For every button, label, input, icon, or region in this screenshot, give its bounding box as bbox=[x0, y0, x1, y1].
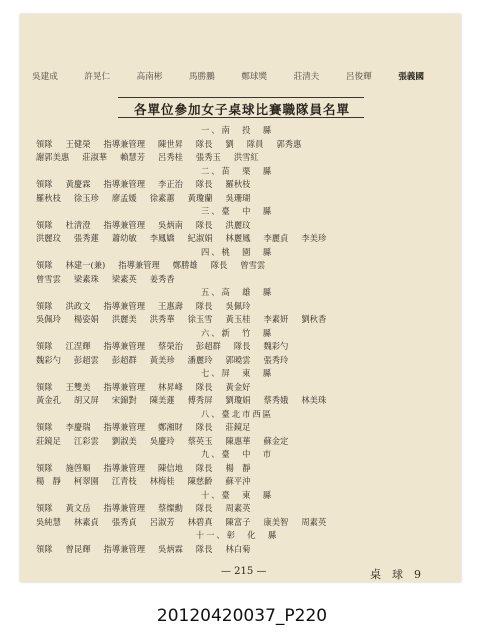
roster-cell: 林素貞 bbox=[73, 516, 99, 527]
roster-cell: 隊長 bbox=[195, 503, 213, 513]
roster-cell: 領隊 bbox=[36, 422, 53, 432]
roster-cell: 林麗鳳 bbox=[225, 233, 251, 243]
roster-cell: 江青枝 bbox=[111, 476, 137, 486]
section-title: 七、屏 東 縣 bbox=[200, 368, 274, 378]
roster-cell: 廖孟媛 bbox=[111, 192, 137, 203]
roster-cell: 指導兼管理 bbox=[118, 260, 160, 270]
previous-name: 鄭球獎 bbox=[241, 72, 268, 82]
roster-cell: 黃文岳 bbox=[65, 503, 91, 513]
roster-cell: 劉 bbox=[225, 138, 234, 149]
roster-cell: 莊鏡足 bbox=[36, 435, 61, 446]
roster-cell: 領隊 bbox=[36, 462, 53, 473]
roster-cell: 黃慶霖 bbox=[65, 179, 91, 189]
roster-row bbox=[36, 381, 432, 395]
roster-cell: 領隊 bbox=[36, 543, 53, 554]
roster-cell: 領隊 bbox=[36, 138, 53, 149]
roster-cell: 李正治 bbox=[158, 179, 183, 189]
roster-cell: 吳炳霖 bbox=[158, 543, 183, 554]
roster-cell: 呂秀桂 bbox=[158, 152, 183, 162]
roster-cell: 林建一(兼) bbox=[65, 260, 106, 270]
roster-cell: 指導兼管理 bbox=[103, 462, 146, 473]
previous-name: 莊清夫 bbox=[293, 72, 320, 82]
roster-cell: 領隊 bbox=[36, 300, 53, 311]
roster-cell: 魏彩勺 bbox=[36, 354, 61, 365]
roster-row bbox=[36, 273, 432, 287]
roster-cell: 隊員 bbox=[246, 138, 264, 149]
roster-cell: 鄭勝雄 bbox=[172, 260, 198, 270]
roster-cell: 梁素英 bbox=[111, 273, 137, 284]
roster-cell: 陳信地 bbox=[158, 462, 183, 473]
roster-cell: 曾昆輝 bbox=[65, 543, 91, 554]
roster-row bbox=[36, 340, 432, 354]
roster-cell: 吳珊瑚 bbox=[225, 192, 251, 203]
roster-cell: 林白菊 bbox=[225, 543, 251, 554]
roster-cell: 指導兼管理 bbox=[103, 381, 146, 392]
section-title: 九、臺 中 市 bbox=[200, 449, 274, 459]
roster-cell: 李慶瑞 bbox=[65, 422, 91, 432]
roster-cell: 張秀玉 bbox=[195, 152, 221, 162]
roster-cell: 黃玉桂 bbox=[225, 314, 251, 324]
roster-row bbox=[36, 151, 432, 165]
roster-content bbox=[36, 124, 432, 556]
roster-cell: 姜秀香 bbox=[149, 273, 175, 284]
roster-cell: 蔡秀娥 bbox=[263, 395, 289, 405]
roster-cell: 陳世昇 bbox=[158, 138, 183, 149]
roster-cell: 洪麗美 bbox=[111, 314, 137, 324]
roster-row bbox=[36, 259, 432, 273]
roster-cell: 領隊 bbox=[36, 503, 53, 513]
roster-row bbox=[36, 354, 432, 368]
roster-cell: 吳佩玲 bbox=[36, 314, 61, 324]
roster-cell: 郭秀惠 bbox=[276, 138, 302, 149]
section-title: 二、苗 栗 縣 bbox=[200, 165, 274, 176]
roster-cell: 李美珍 bbox=[301, 233, 327, 243]
roster-cell: 羅秋枝 bbox=[225, 179, 251, 189]
previous-name: 吳建成 bbox=[32, 72, 58, 82]
roster-cell: 吳慶玲 bbox=[149, 435, 175, 446]
roster-cell: 江涅輝 bbox=[65, 341, 91, 351]
roster-cell: 領隊 bbox=[36, 179, 53, 189]
roster-cell: 彭超群 bbox=[195, 341, 221, 351]
roster-cell: 蘇金定 bbox=[263, 435, 289, 446]
roster-cell: 王惠壽 bbox=[158, 300, 183, 311]
roster-cell: 隊長 bbox=[210, 260, 228, 270]
roster-cell: 潘麗玲 bbox=[187, 354, 213, 365]
roster-cell: 傅秀屏 bbox=[187, 395, 213, 405]
roster-cell: 柯翠園 bbox=[73, 476, 99, 486]
roster-cell: 王雙美 bbox=[65, 381, 91, 392]
roster-row bbox=[36, 232, 432, 246]
roster-cell: 李麗貞 bbox=[263, 233, 289, 243]
roster-cell: 胡又屏 bbox=[73, 395, 99, 405]
roster-cell: 莊淑華 bbox=[82, 152, 108, 162]
roster-cell: 杜清澄 bbox=[65, 219, 91, 230]
footer-section-label: 桌 球 9 bbox=[370, 568, 421, 581]
previous-name: 馬勝鵬 bbox=[188, 72, 215, 82]
roster-row bbox=[36, 300, 432, 314]
roster-row bbox=[36, 394, 432, 408]
image-caption: 20120420037_P220 bbox=[156, 606, 328, 626]
roster-row bbox=[36, 462, 432, 476]
roster-cell: 江彩雲 bbox=[73, 435, 99, 446]
roster-cell: 徐玉雪 bbox=[187, 314, 213, 324]
roster-row bbox=[36, 219, 432, 233]
roster-cell: 隊長 bbox=[195, 219, 213, 230]
roster-cell: 康美智 bbox=[263, 516, 289, 527]
roster-cell: 曾雪雲 bbox=[36, 273, 61, 284]
roster-cell: 隊長 bbox=[195, 300, 213, 311]
roster-cell: 宋錦對 bbox=[111, 395, 137, 405]
roster-cell: 吳炳南 bbox=[158, 219, 183, 230]
roster-cell: 指導兼管理 bbox=[103, 503, 146, 513]
roster-cell: 吳純慧 bbox=[36, 516, 61, 527]
document-title: 各單位參加女子桌球比賽職隊員名單 bbox=[133, 102, 350, 117]
roster-cell: 領隊 bbox=[36, 260, 53, 270]
roster-cell: 劉淑美 bbox=[111, 435, 137, 446]
previous-name: 張義國 bbox=[398, 72, 424, 82]
roster-cell: 隊長 bbox=[195, 543, 213, 554]
section-title: 五、高 雄 縣 bbox=[200, 287, 274, 297]
roster-cell: 蔡燦勳 bbox=[158, 503, 183, 513]
section-title: 一、南 投 縣 bbox=[200, 125, 274, 135]
roster-cell: 隊長 bbox=[233, 341, 251, 351]
roster-cell: 李鳳嬌 bbox=[149, 233, 175, 243]
roster-cell: 吳佩玲 bbox=[225, 300, 251, 311]
roster-cell: 蔡英玉 bbox=[187, 435, 213, 446]
roster-cell: 蔡榮治 bbox=[158, 341, 183, 351]
roster-cell: 劉秋香 bbox=[301, 314, 327, 324]
roster-cell: 鄭湘財 bbox=[158, 422, 183, 432]
roster-cell: 施啓順 bbox=[65, 462, 91, 473]
previous-name: 呂俊輝 bbox=[345, 72, 372, 82]
roster-cell: 黃瓊蘭 bbox=[187, 192, 213, 203]
previous-names-line bbox=[32, 70, 424, 82]
section-title: 四、桃 園 縣 bbox=[200, 246, 274, 257]
roster-row bbox=[36, 313, 432, 327]
roster-cell: 林梅桂 bbox=[149, 476, 175, 486]
roster-cell: 領隊 bbox=[36, 219, 53, 230]
roster-cell: 洪麗玟 bbox=[36, 233, 61, 243]
roster-cell: 隊長 bbox=[195, 381, 213, 392]
roster-cell: 領隊 bbox=[36, 341, 53, 351]
title-rule-bottom bbox=[118, 117, 364, 118]
roster-cell: 周素英 bbox=[301, 516, 327, 527]
roster-cell: 賴慧芳 bbox=[120, 152, 146, 162]
roster-row bbox=[36, 502, 432, 516]
roster-cell: 張秀蓮 bbox=[73, 233, 99, 243]
roster-cell: 羅秋枝 bbox=[36, 192, 61, 203]
roster-cell: 張秀玲 bbox=[263, 354, 289, 365]
roster-row bbox=[36, 475, 432, 489]
roster-cell: 楊姿娟 bbox=[73, 314, 99, 324]
roster-row bbox=[36, 516, 432, 530]
roster-cell: 曾雪雲 bbox=[240, 260, 266, 270]
roster-row bbox=[36, 138, 432, 152]
title-rule-top bbox=[118, 97, 364, 98]
roster-cell: 梁素珠 bbox=[73, 273, 99, 284]
roster-cell: 隊長 bbox=[195, 462, 213, 473]
section-title: 十一、彰 化 縣 bbox=[195, 530, 279, 540]
previous-name: 許晃仁 bbox=[84, 72, 111, 82]
roster-cell: 王健榮 bbox=[65, 138, 91, 149]
roster-cell: 楊 靜 bbox=[225, 462, 251, 473]
roster-cell: 洪雪紅 bbox=[233, 152, 259, 162]
section-title: 六、新 竹 縣 bbox=[200, 327, 274, 338]
roster-cell: 彭超群 bbox=[111, 354, 137, 365]
roster-row bbox=[36, 178, 432, 192]
roster-cell: 劉瓊娟 bbox=[225, 395, 251, 405]
roster-cell: 陳慈齡 bbox=[187, 476, 213, 486]
roster-cell: 紀淑娟 bbox=[187, 233, 213, 243]
roster-cell: 指導兼管理 bbox=[103, 341, 146, 351]
roster-cell: 楊 靜 bbox=[36, 476, 61, 486]
section-title: 十、臺 東 縣 bbox=[200, 489, 274, 500]
roster-cell: 隊長 bbox=[195, 422, 213, 432]
roster-cell: 周素英 bbox=[225, 503, 251, 513]
roster-cell: 林美珠 bbox=[301, 395, 327, 405]
roster-cell: 蘇平沖 bbox=[225, 476, 251, 486]
roster-cell: 莊鏡足 bbox=[225, 422, 251, 432]
roster-cell: 徐玉珍 bbox=[73, 192, 99, 203]
roster-cell: 呂淑芳 bbox=[149, 516, 175, 527]
roster-cell: 郭曉雲 bbox=[225, 354, 251, 365]
roster-cell: 指導兼管理 bbox=[103, 422, 146, 432]
page-number: — 215 — bbox=[221, 566, 267, 577]
roster-cell: 彭超雲 bbox=[73, 354, 99, 365]
roster-cell: 洪秀華 bbox=[149, 314, 175, 324]
roster-cell: 陳富子 bbox=[225, 516, 251, 527]
roster-cell: 李素妍 bbox=[263, 314, 289, 324]
roster-cell: 謝郭美惠 bbox=[36, 152, 70, 162]
section-title: 八、臺北市西區 bbox=[200, 408, 274, 419]
roster-cell: 黃金孔 bbox=[36, 395, 61, 405]
roster-cell: 洪政文 bbox=[65, 300, 91, 311]
roster-cell: 徐素蕙 bbox=[149, 192, 175, 203]
roster-cell: 隊長 bbox=[195, 138, 213, 149]
roster-cell: 指導兼管理 bbox=[103, 300, 146, 311]
roster-cell: 指導兼管理 bbox=[103, 219, 146, 230]
roster-cell: 陳美蓮 bbox=[149, 395, 175, 405]
roster-cell: 黃美珍 bbox=[149, 354, 175, 365]
previous-name: 高南彬 bbox=[136, 72, 163, 82]
roster-row bbox=[36, 543, 432, 557]
roster-row bbox=[36, 421, 432, 435]
roster-cell: 魏彩勺 bbox=[263, 341, 289, 351]
roster-row bbox=[36, 192, 432, 206]
roster-cell: 指導兼管理 bbox=[103, 543, 146, 554]
roster-cell: 指導兼管理 bbox=[103, 138, 146, 149]
roster-row bbox=[36, 435, 432, 449]
roster-cell: 張秀貞 bbox=[111, 516, 137, 527]
roster-cell: 領隊 bbox=[36, 381, 53, 392]
roster-cell: 蕭幼敏 bbox=[111, 233, 137, 243]
roster-cell: 黃金好 bbox=[225, 381, 251, 392]
roster-cell: 林碧真 bbox=[187, 516, 213, 527]
section-title: 三、臺 中 縣 bbox=[200, 206, 274, 216]
roster-cell: 隊長 bbox=[195, 179, 213, 189]
roster-cell: 林昇峰 bbox=[158, 381, 183, 392]
roster-cell: 陳惠華 bbox=[225, 435, 251, 446]
roster-cell: 洪麗玟 bbox=[225, 219, 251, 230]
roster-cell: 指導兼管理 bbox=[103, 179, 146, 189]
